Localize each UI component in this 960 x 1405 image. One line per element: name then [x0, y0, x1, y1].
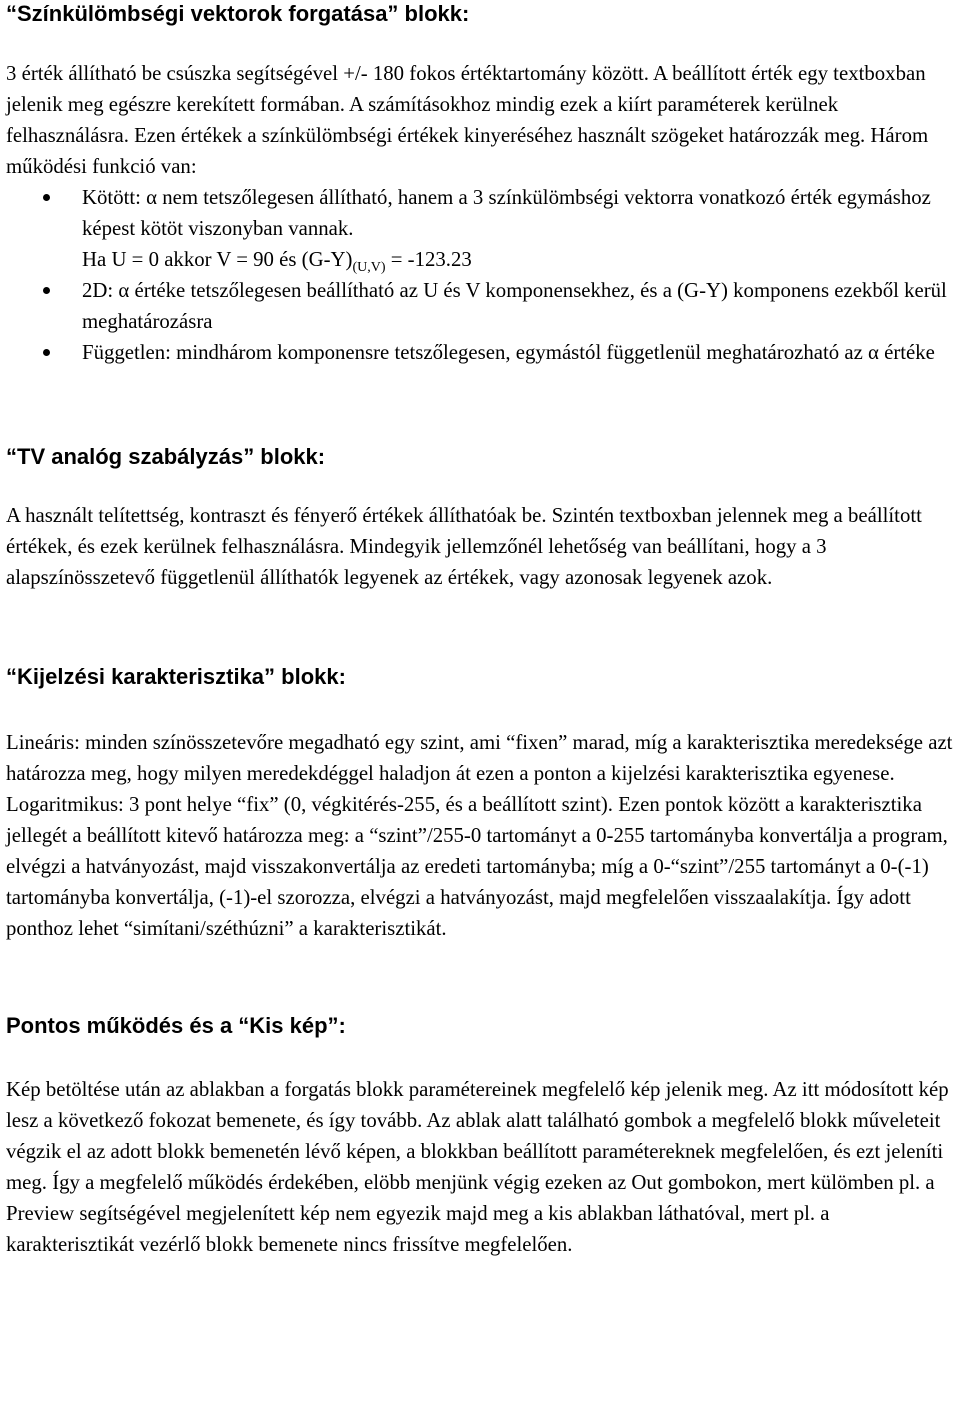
list-item-2d-text: 2D: α értéke tetszőlegesen beállítható az U és V komponensekhez, és a (G-Y) komponens ezekből kerül meghatározásra — [82, 279, 947, 333]
bullet-list-modes — [6, 182, 956, 368]
formula-subscript: (U,V) — [352, 260, 386, 275]
section-paragraph-linear: Lineáris: minden színösszetevőre megadható egy szint, ami “fixen” marad, míg a karakterisztika meredeksége azt határozza meg, hogy milyen meredekdéggel haladjon át ezen a ponton a kijelzési karakterisztika egyenese. — [6, 731, 953, 785]
list-item-2d — [6, 275, 956, 337]
list-item-independent — [6, 337, 956, 368]
document-page — [6, 0, 956, 1260]
formula-suffix: = -123.23 — [385, 248, 472, 271]
list-item-bound-text: Kötött: α nem tetszőlegesen állítható, hanem a 3 színkülömbségi vektorra vonatkozó érték egymáshoz képest kötöt viszonyban vannak. — [82, 186, 931, 240]
section-paragraph-small-image: Kép betöltése után az ablakban a forgatás blokk paramétereinek megfelelő kép jelenik meg. Az itt módosított kép lesz a következő fokozat bemenete, és így tovább. Az ablak alatt található gombok a megfelelő blokk műveleteit végzik el az adott blokk bemenetén lévő képen, a blokkban beállított paramétereknek megfelelően, és ezt jeleníti meg. Így a megfelelő működés érdekében, elöbb menjünk végig ezeken az Out gombokon, mert külömben pl. a Preview segítségével megjelenített kép nem egyezik majd meg a kis ablakban láthatóval, mert pl. a karakterisztikát vezérlő blokk bemenete nincs frissítve megfelelően. — [6, 1078, 949, 1256]
section-paragraph-tv-control: A használt telítettség, kontraszt és fényerő értékek állíthatóak be. Szintén textboxban jelennek meg a beállított értékek, és ezek kerülnek felhasználásra. Mindegyik jellemzőnél lehetőség van beállítani, hogy a 3 alapszínösszetevő függetlenül állíthatók legyenek az értékek, vagy azonosak legyenek azok. — [6, 504, 922, 589]
list-item-independent-text: Független: mindhárom komponensre tetszőlegesen, egymástól függetlenül meghatározható az α értéke — [82, 341, 935, 364]
section-title-tv-control: “TV analóg szabályzás” blokk: — [6, 444, 326, 469]
bullet-icon — [43, 194, 50, 201]
bullet-icon — [43, 349, 50, 356]
section-paragraph-logarithmic: Logaritmikus: 3 pont helye “fix” (0, végkitérés-255, és a beállított szint). Ezen pontok között a karakterisztika jellegét a beállított kitevő határozza meg: a “szint”/255-0 tartományt a 0-255 tartományba konvertálja a program, elvégzi a hatványozást, majd visszakonvertálja az eredeti tartományba; míg a 0-“szint”/255 tartományt a 0-(-1) tartományba konvertálja, (-1)-el szorozza, elvégzi a hatványozást, majd megfelelően visszaalakítja. Így adott ponthoz lehet “simítani/széthúzni” a karakterisztikát. — [6, 793, 948, 940]
section-title-display-characteristic: “Kijelzési karakterisztika” blokk: — [6, 664, 346, 689]
section-paragraph-rotation: 3 érték állítható be csúszka segítségével +/- 180 fokos értéktartomány között. A beállított érték egy textboxban jelenik meg egészre kerekített formában. A számításokhoz mindig ezek a kiírt paraméterek kerülnek felhasználásra. Ezen értékek a színkülömbségi értékek kinyeréséhez használt szögeket határozzák meg. Három működési funkció van: — [6, 62, 929, 178]
section-title-small-image: Pontos működés és a “Kis kép”: — [6, 1013, 346, 1038]
bullet-icon — [43, 287, 50, 294]
formula-prefix: Ha U = 0 akkor V = 90 és (G-Y) — [82, 248, 353, 271]
list-item-bound — [6, 182, 956, 275]
section-title-rotation: “Színkülömbségi vektorok forgatása” blokk: — [6, 1, 470, 26]
